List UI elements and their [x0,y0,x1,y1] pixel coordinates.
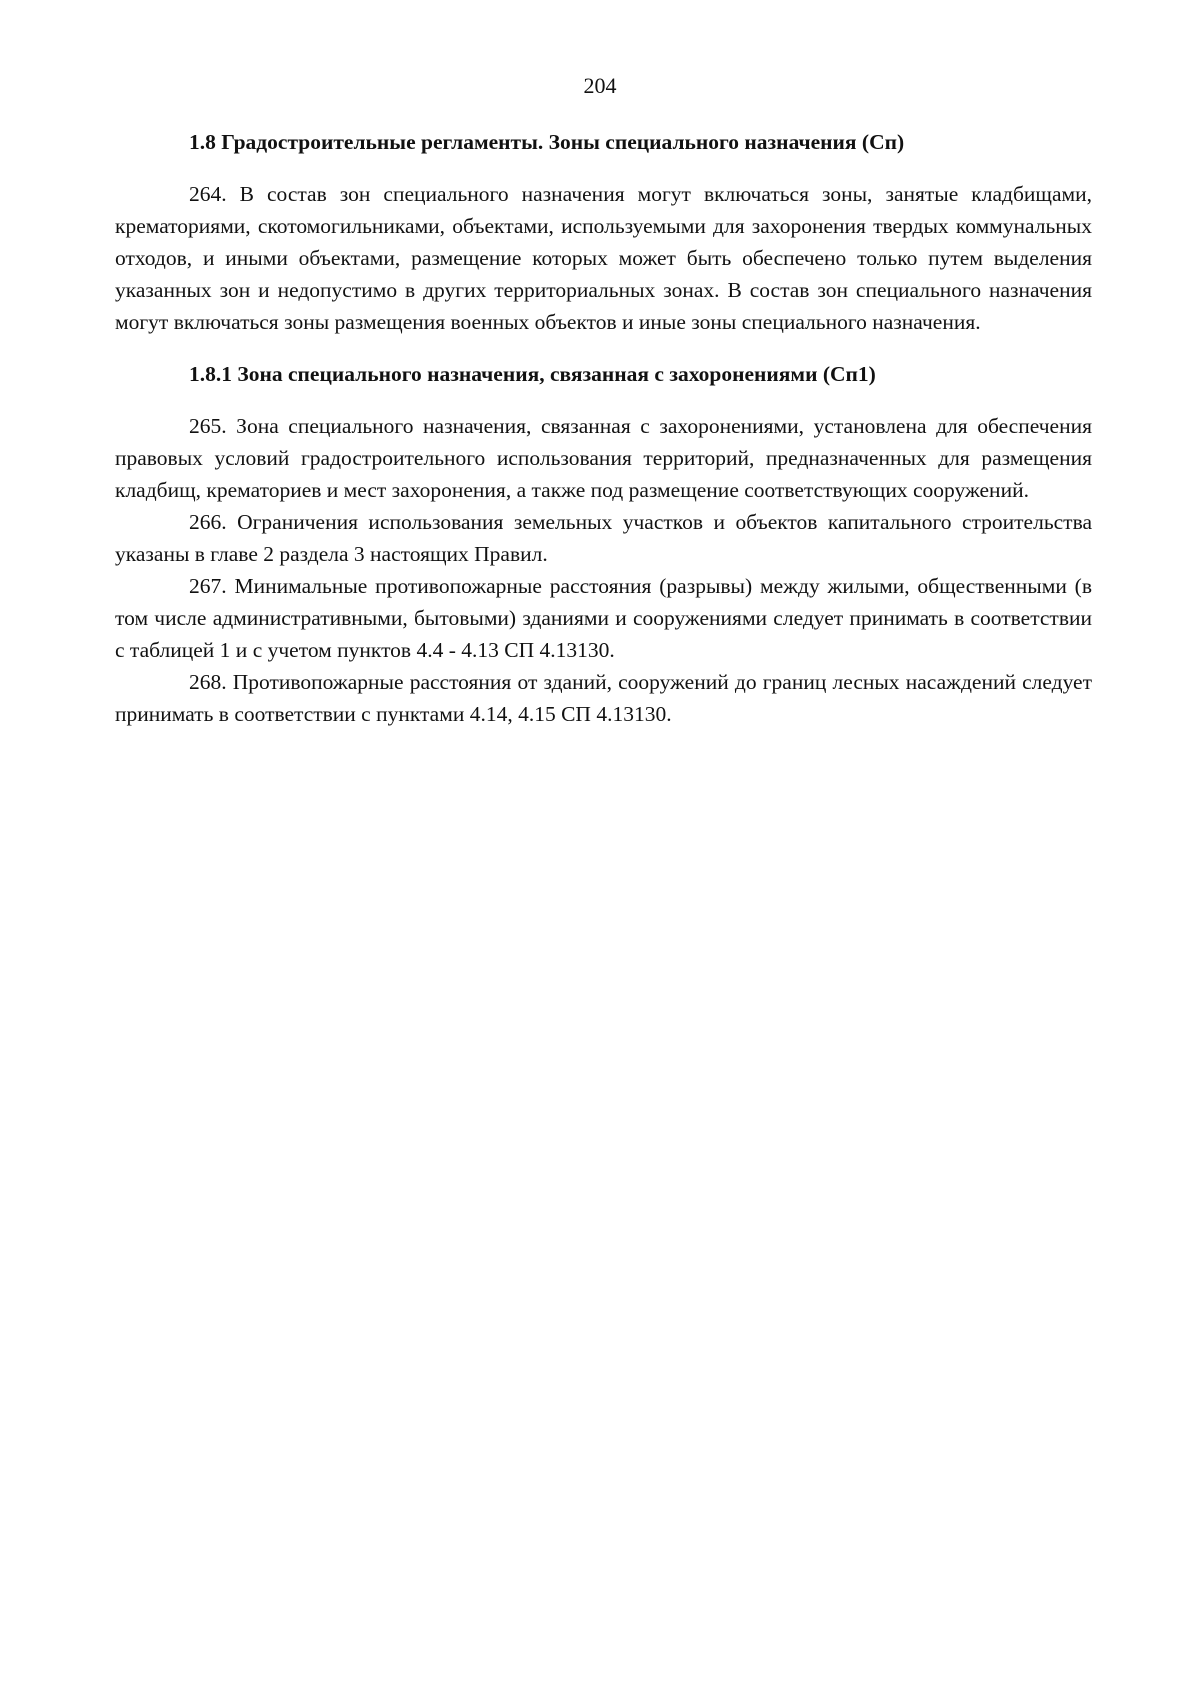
paragraph-text: Минимальные противопожарные расстояния (разрывы) между жилыми, общественными (в том числе административными, бытовыми) зданиями и сооружениями следует принимать в соответствии с таблицей 1 и с учетом пунктов 4.4 - 4.13 СП 4.13130. [115,574,1092,662]
page-content [115,126,1092,730]
paragraph-text: В состав зон специального назначения могут включаться зоны, занятые кладбищами, крематориями, скотомогильниками, объектами, используемыми для захоронения твердых коммунальных отходов, и иными объектами, размещение которых может быть обеспечено только путем выделения указанных зон и недопустимо в других территориальных зонах. В состав зон специального назначения могут включаться зоны размещения военных объектов и иные зоны специального назначения. [115,182,1092,334]
paragraph-text: Ограничения использования земельных участков и объектов капитального строительства указаны в главе 2 раздела 3 настоящих Правил. [115,510,1092,566]
section-heading-1-8: 1.8 Градостроительные регламенты. Зоны специального назначения (Сп) [189,130,905,154]
paragraph-267 [115,570,1092,666]
paragraph-266 [115,506,1092,570]
page-number: 204 [583,73,617,98]
paragraph-number: 265. [189,414,227,438]
paragraph-264 [115,178,1092,338]
spacer [115,338,1092,358]
spacer [115,158,1092,178]
paragraph-number: 268. [189,670,227,694]
paragraph-text: Зона специального назначения, связанная с захоронениями, установлена для обеспечения правовых условий градостроительного использования территорий, предназначенных для размещения кладбищ, крематориев и мест захоронения, а также под размещение соответствующих сооружений. [115,414,1092,502]
spacer [115,390,1092,410]
paragraph-text: Противопожарные расстояния от зданий, сооружений до границ лесных насаждений следует принимать в соответствии с пунктами 4.14, 4.15 СП 4.13130. [115,670,1092,726]
paragraph-265 [115,410,1092,506]
paragraph-268 [115,666,1092,730]
paragraph-number: 267. [189,574,227,598]
section-heading-1-8-1: 1.8.1 Зона специального назначения, связанная с захоронениями (Сп1) [189,362,876,386]
paragraph-number: 264. [189,182,227,206]
paragraph-number: 266. [189,510,227,534]
